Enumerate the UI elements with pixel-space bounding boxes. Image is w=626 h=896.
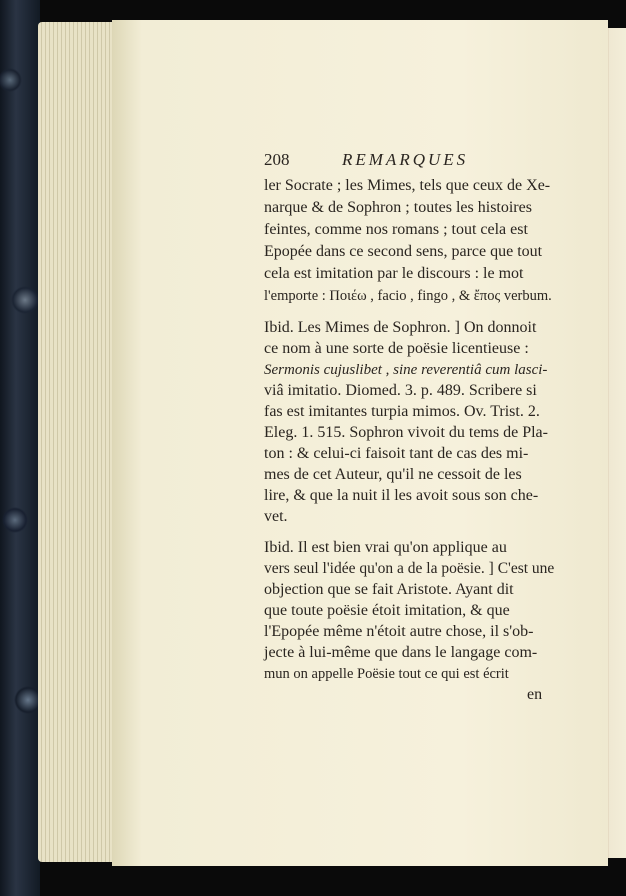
text-line: que toute poësie étoit imitation, & que xyxy=(264,602,510,619)
text-line: jecte à lui-même que dans le langage com- xyxy=(264,644,538,661)
text-line: l'emporte : Ποιέω , facio , fingo , & ἔπος verbum. xyxy=(264,288,552,304)
text-line: objection que se fait Aristote. Ayant dit xyxy=(264,581,514,598)
page-header xyxy=(264,150,554,172)
text-line: Eleg. 1. 515. Sophron vivoit du tems de Pla- xyxy=(264,424,548,441)
text-line: fas est imitantes turpia mimos. Ov. Trist. 2. xyxy=(264,403,540,420)
text-line: cela est imitation par le discours : le mot xyxy=(264,265,524,282)
text-line: ce nom à une sorte de poësie licentieuse : xyxy=(264,340,529,357)
text-line: vers seul l'idée qu'on a de la poësie. ] C'est une xyxy=(264,560,555,577)
text-line: Sermonis cujuslibet , sine reverentiâ cum lasci- xyxy=(264,362,548,378)
text-line: l'Epopée même n'étoit autre chose, il s'ob- xyxy=(264,623,534,640)
page-number: 208 xyxy=(264,150,290,169)
text-line: Ibid. Les Mimes de Sophron. ] On donnoit xyxy=(264,319,537,336)
book-binding-marbled xyxy=(0,0,40,896)
text-line: Epopée dans ce second sens, parce que tout xyxy=(264,243,543,260)
text-line: mun on appelle Poësie tout ce qui est écrit xyxy=(264,666,509,682)
catchword: en xyxy=(527,686,543,703)
text-line: ton : & celui-ci faisoit tant de cas des mi- xyxy=(264,445,529,462)
text-line: lire, & que la nuit il les avoit sous son che- xyxy=(264,487,539,504)
text-line: narque & de Sophron ; toutes les histoires xyxy=(264,199,532,216)
running-head: REMARQUES xyxy=(342,150,469,169)
text-line: mes de cet Auteur, qu'il ne cessoit de les xyxy=(264,466,522,483)
text-line: Ibid. Il est bien vrai qu'on applique au xyxy=(264,539,507,556)
page-edges xyxy=(38,22,118,862)
text-line: ler Socrate ; les Mimes, tels que ceux de Xe- xyxy=(264,177,551,194)
text-line: viâ imitatio. Diomed. 3. p. 489. Scribere si xyxy=(264,382,537,399)
text-line: vet. xyxy=(264,508,288,525)
book-page xyxy=(112,20,608,866)
text-line: feintes, comme nos romans ; tout cela est xyxy=(264,221,528,238)
